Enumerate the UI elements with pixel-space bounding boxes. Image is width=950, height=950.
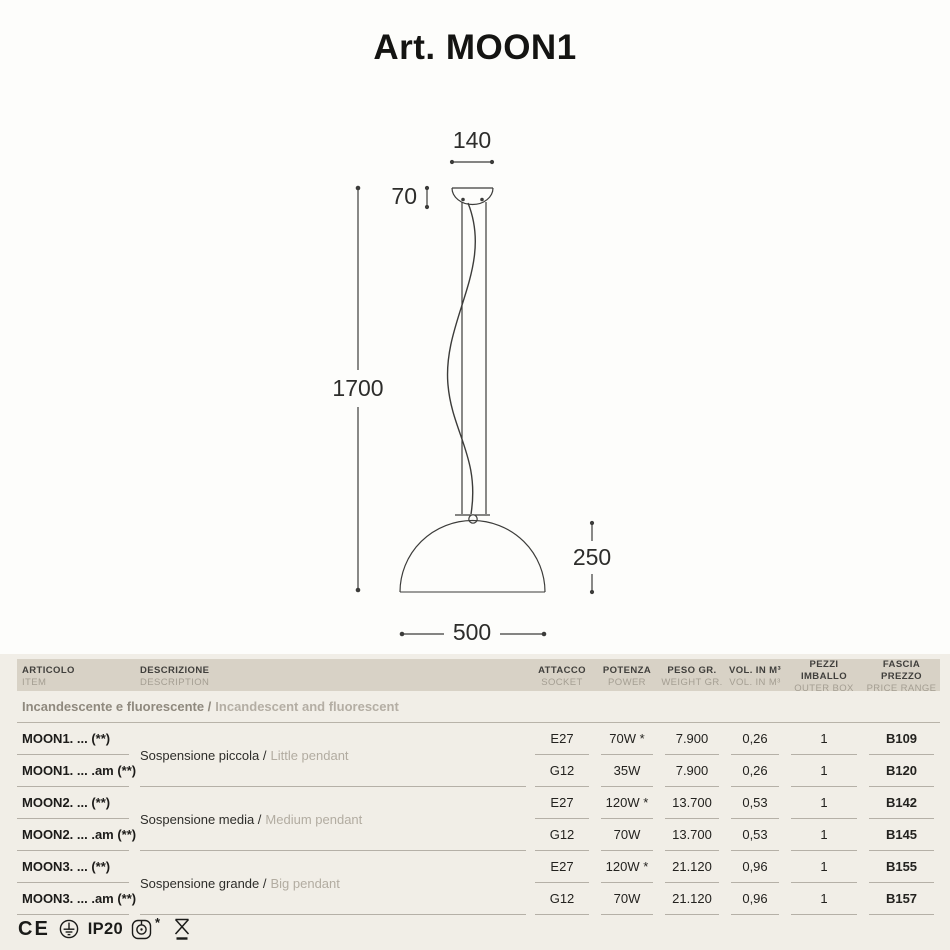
crossed-hourglass-icon bbox=[173, 917, 191, 942]
ip-rating-label: IP20 bbox=[87, 919, 123, 938]
table-cell-box: 1 bbox=[785, 883, 863, 915]
table-cell-description: Sospensione media / Medium pendant bbox=[137, 787, 529, 851]
dim-label-shade-height: 250 bbox=[572, 544, 612, 570]
asterisk-note: * bbox=[154, 914, 161, 930]
table-cell-power: 120W * bbox=[595, 787, 659, 819]
table-cell-power: 120W * bbox=[595, 851, 659, 883]
table-cell-socket: G12 bbox=[529, 755, 595, 787]
column-header-peso: PESO GR. WEIGHT GR. bbox=[661, 664, 723, 688]
table-cell-volume: 0,96 bbox=[725, 851, 785, 883]
table-cell-box: 1 bbox=[785, 819, 863, 851]
table-cell-volume: 0,53 bbox=[725, 787, 785, 819]
spec-table bbox=[17, 659, 940, 915]
table-cell-weight: 21.120 bbox=[659, 883, 725, 915]
table-cell-weight: 13.700 bbox=[659, 787, 725, 819]
certification-icons bbox=[18, 915, 191, 943]
table-cell-volume: 0,53 bbox=[725, 819, 785, 851]
table-cell-box: 1 bbox=[785, 723, 863, 755]
table-cell-weight: 7.900 bbox=[659, 723, 725, 755]
table-cell-price: B157 bbox=[863, 883, 940, 915]
column-header-potenza: POTENZA POWER bbox=[602, 664, 652, 688]
table-cell-item: MOON1. ... (**) bbox=[17, 723, 137, 755]
table-section-header: Incandescente e fluorescente / Incandescent and fluorescent bbox=[17, 691, 940, 723]
table-cell-weight: 7.900 bbox=[659, 755, 725, 787]
table-cell-volume: 0,26 bbox=[725, 755, 785, 787]
table-cell-socket: E27 bbox=[529, 851, 595, 883]
table-cell-box: 1 bbox=[785, 851, 863, 883]
table-group-moon3 bbox=[17, 851, 940, 915]
ce-mark-icon: CE bbox=[18, 917, 50, 940]
table-cell-item: MOON2. ... .am (**) bbox=[17, 819, 137, 851]
table-cell-price: B155 bbox=[863, 851, 940, 883]
table-cell-item: MOON3. ... (**) bbox=[17, 851, 137, 883]
table-header-row bbox=[17, 659, 940, 694]
table-cell-description: Sospensione piccola / Little pendant bbox=[137, 723, 529, 787]
table-cell-price: B120 bbox=[863, 755, 940, 787]
table-group-moon1 bbox=[17, 723, 940, 787]
dim-label-shade-width: 500 bbox=[452, 619, 492, 645]
table-cell-price: B109 bbox=[863, 723, 940, 755]
table-cell-power: 35W bbox=[595, 755, 659, 787]
column-header-descrizione: DESCRIZIONE DESCRIPTION bbox=[140, 664, 210, 688]
table-cell-socket: E27 bbox=[529, 787, 595, 819]
column-header-volume: VOL. IN M³ VOL. IN M³ bbox=[728, 664, 782, 688]
table-cell-item: MOON1. ... .am (**) bbox=[17, 755, 137, 787]
table-cell-socket: G12 bbox=[529, 883, 595, 915]
table-cell-socket: E27 bbox=[529, 723, 595, 755]
table-cell-box: 1 bbox=[785, 755, 863, 787]
column-header-pezzi-imballo: PEZZI IMBALLO OUTER BOX bbox=[794, 659, 854, 694]
table-cell-price: B145 bbox=[863, 819, 940, 851]
table-cell-socket: G12 bbox=[529, 819, 595, 851]
table-cell-price: B142 bbox=[863, 787, 940, 819]
table-cell-power: 70W bbox=[595, 819, 659, 851]
table-cell-weight: 13.700 bbox=[659, 819, 725, 851]
earth-class-icon bbox=[58, 918, 80, 940]
page-title: Art. MOON1 bbox=[373, 28, 577, 67]
table-cell-volume: 0,26 bbox=[725, 723, 785, 755]
dim-label-canopy-height: 70 bbox=[391, 183, 417, 209]
table-cell-volume: 0,96 bbox=[725, 883, 785, 915]
column-header-attacco: ATTACCO SOCKET bbox=[538, 664, 586, 688]
table-cell-box: 1 bbox=[785, 787, 863, 819]
column-header-fascia-prezzo: FASCIA PREZZO PRICE RANGE bbox=[866, 659, 937, 694]
table-cell-item: MOON2. ... (**) bbox=[17, 787, 137, 819]
table-cell-weight: 21.120 bbox=[659, 851, 725, 883]
table-cell-item: MOON3. ... .am (**) bbox=[17, 883, 137, 915]
table-cell-description: Sospensione grande / Big pendant bbox=[137, 851, 529, 915]
table-cell-power: 70W * bbox=[595, 723, 659, 755]
dim-label-canopy-width: 140 bbox=[452, 127, 492, 153]
table-cell-power: 70W bbox=[595, 883, 659, 915]
column-header-articolo: ARTICOLO ITEM bbox=[22, 664, 75, 688]
dim-label-cable-length: 1700 bbox=[332, 375, 384, 401]
thermal-protection-icon bbox=[131, 918, 152, 940]
table-group-moon2 bbox=[17, 787, 940, 851]
